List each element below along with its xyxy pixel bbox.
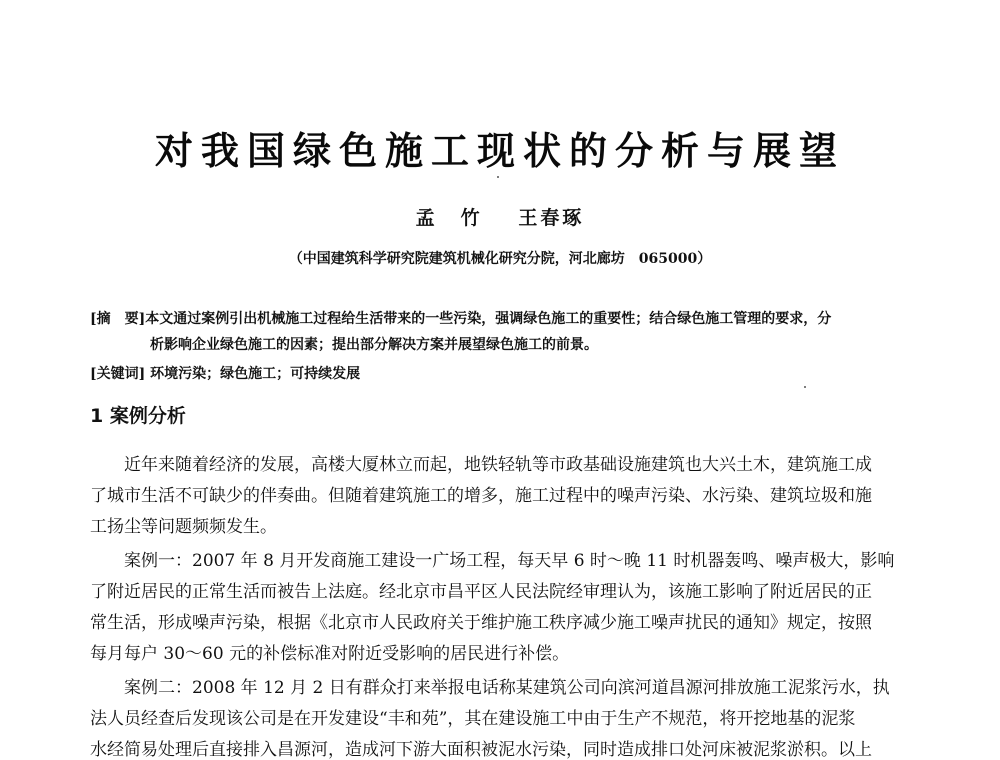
abstract-text-line-1: 本文通过案例引出机械施工过程给生活带来的一些污染，强调绿色施工的重要性；结合绿色施工管理的要求，分 [145, 311, 832, 327]
paragraph-line: 法人员经查后发现该公司是在开发建设“丰和苑”，其在建设施工中由于生产不规范，将开挖地基的泥浆 [90, 709, 856, 729]
author-2: 王春琢 [518, 207, 585, 229]
paragraph-line: 案例一：2007 年 8 月开发商施工建设一广场工程，每天早 6 时～晚 11 时机器轰鸣、噪声极大，影响 [124, 551, 895, 571]
paragraph-line: 了附近居民的正常生活而被告上法庭。经北京市昌平区人民法院经审理认为，该施工影响了附近居民的正 [90, 582, 872, 602]
scan-speck [497, 176, 499, 178]
paper-title: 对我国绿色施工现状的分析与展望 [154, 129, 845, 173]
paragraph-line: 了城市生活不可缺少的伴奏曲。但随着建筑施工的增多，施工过程中的噪声污染、水污染、建筑垃圾和施 [90, 486, 872, 506]
paragraph-line: 水经简易处理后直接排入昌源河，造成河下游大面积被泥水污染，同时造成排口处河床被泥浆淤积。以上 [90, 740, 872, 760]
abstract-label: [摘 要] [90, 311, 146, 327]
abstract [90, 306, 912, 358]
author-1: 孟竹 [415, 207, 506, 229]
section-body [90, 450, 912, 760]
paragraph-1 [90, 450, 912, 543]
paragraph-line: 常生活，形成噪声污染，根据《北京市人民政府关于维护施工秩序减少施工噪声扰民的通知》规定，按照 [90, 613, 872, 633]
keywords-text: 环境污染；绿色施工；可持续发展 [150, 366, 361, 382]
paragraph-line: 工扬尘等问题频频发生。 [90, 517, 277, 537]
paragraph-line: 案例二：2008 年 12 月 2 日有群众打来举报电话称某建筑公司向滨河道昌源河排放施工泥浆污水，执 [124, 678, 890, 698]
affiliation: （中国建筑科学研究院建筑机械化研究分院，河北廊坊 065000） [288, 251, 712, 267]
paragraph-line: 近年来随着经济的发展，高楼大厦林立而起，地铁轻轨等市政基础设施建筑也大兴土木，建筑施工成 [124, 455, 872, 475]
section-heading: 1 案例分析 [90, 405, 186, 427]
scan-speck [804, 386, 806, 388]
paragraph-3 [90, 673, 912, 760]
author-line [0, 203, 1000, 230]
keywords [90, 361, 912, 387]
paragraph-line: 每月每户 30～60 元的补偿标准对附近受影响的居民进行补偿。 [90, 644, 570, 664]
paragraph-2 [90, 546, 912, 670]
keywords-label: [关键词] [90, 366, 146, 382]
abstract-text-line-2: 析影响企业绿色施工的因素；提出部分解决方案并展望绿色施工的前景。 [150, 337, 598, 353]
